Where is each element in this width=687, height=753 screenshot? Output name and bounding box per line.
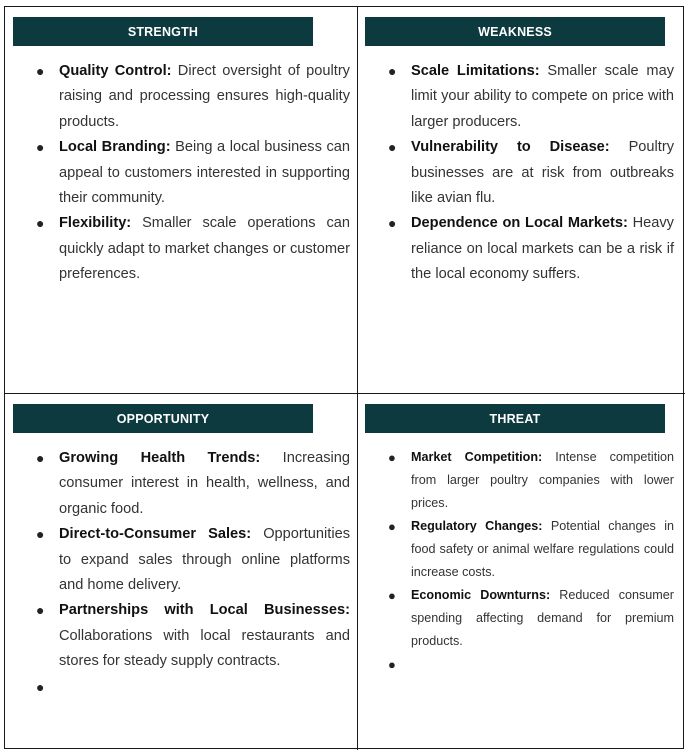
bullet-icon: ● [388,215,397,232]
weakness-list [388,59,675,288]
item-term: Local Branding: [59,139,171,156]
bullet-icon: ● [388,519,396,534]
threat-header: THREAT [365,404,665,433]
bullet-icon: ● [36,602,45,619]
item-term: Dependence on Local Markets: [411,215,628,232]
list-item-empty [388,653,674,676]
item-term: Economic Downturns: [411,588,551,602]
bullet-icon: ● [388,63,397,79]
item-desc: Poultry businesses are at risk from outbreaks like avian flu. [411,139,674,207]
bullet-icon: ● [36,450,45,466]
strength-header: STRENGTH [13,17,313,46]
item-desc: Collaborations with local restaurants and stores for steady supply contracts. [59,627,350,670]
list-item [36,522,350,598]
item-desc: Smaller scale may limit your ability to compete on price with larger producers. [411,63,675,130]
item-desc: Opportunities to expand sales through online platforms and home delivery. [59,526,350,594]
item-desc: Smaller scale operations can quickly adapt to market changes or customer preferences. [59,215,350,283]
list-item [36,598,350,674]
item-desc: Being a local business can appeal to customers interested in supporting their community. [59,139,350,207]
item-term: Regulatory Changes: [411,519,543,533]
list-item [388,59,675,135]
threat-quadrant [358,394,685,750]
bullet-icon: ● [388,450,396,465]
list-item [36,211,350,287]
bullet-icon: ● [36,526,45,543]
item-desc: Potential changes in food safety or animal welfare regulations could increase costs. [411,519,674,579]
bullet-icon: ● [36,215,45,232]
list-item [388,211,674,287]
list-item [36,59,350,135]
swot-grid [4,6,684,749]
item-desc: Heavy reliance on local markets can be a risk if the local economy suffers. [411,215,674,283]
list-item [388,584,674,653]
list-item [388,446,675,515]
bullet-icon: ● [388,657,396,672]
item-desc: Direct oversight of poultry raising and processing ensures high-quality products. [59,63,350,130]
list-item [36,446,350,522]
bullet-icon: ● [388,588,396,603]
strength-quadrant [5,7,358,394]
list-item [388,515,674,584]
opportunity-quadrant [5,394,358,750]
weakness-quadrant [358,7,685,394]
list-item [36,135,350,211]
item-desc: Intense competition from larger poultry companies with lower prices. [411,450,675,510]
bullet-icon: ● [36,139,45,156]
weakness-header: WEAKNESS [365,17,665,46]
item-term: Quality Control: [59,63,172,79]
list-item-empty [36,675,350,700]
item-term: Scale Limitations: [411,63,540,79]
item-term: Direct-to-Consumer Sales: [59,526,252,543]
item-term: Growing Health Trends: [59,450,261,466]
item-term: Flexibility: [59,215,132,232]
threat-list [388,446,675,676]
opportunity-header: OPPORTUNITY [13,404,313,433]
bullet-icon: ● [36,678,45,695]
list-item [388,135,674,211]
item-desc: Increasing consumer interest in health, wellness, and organic food. [59,450,350,517]
bullet-icon: ● [388,139,397,156]
item-term: Market Competition: [411,450,543,464]
opportunity-list [36,446,350,700]
bullet-icon: ● [36,63,45,79]
item-term: Vulnerability to Disease: [411,139,610,156]
item-term: Partnerships with Local Businesses: [59,602,350,619]
item-desc: Reduced consumer spending affecting demand for premium products. [411,588,674,648]
strength-list [36,59,350,288]
